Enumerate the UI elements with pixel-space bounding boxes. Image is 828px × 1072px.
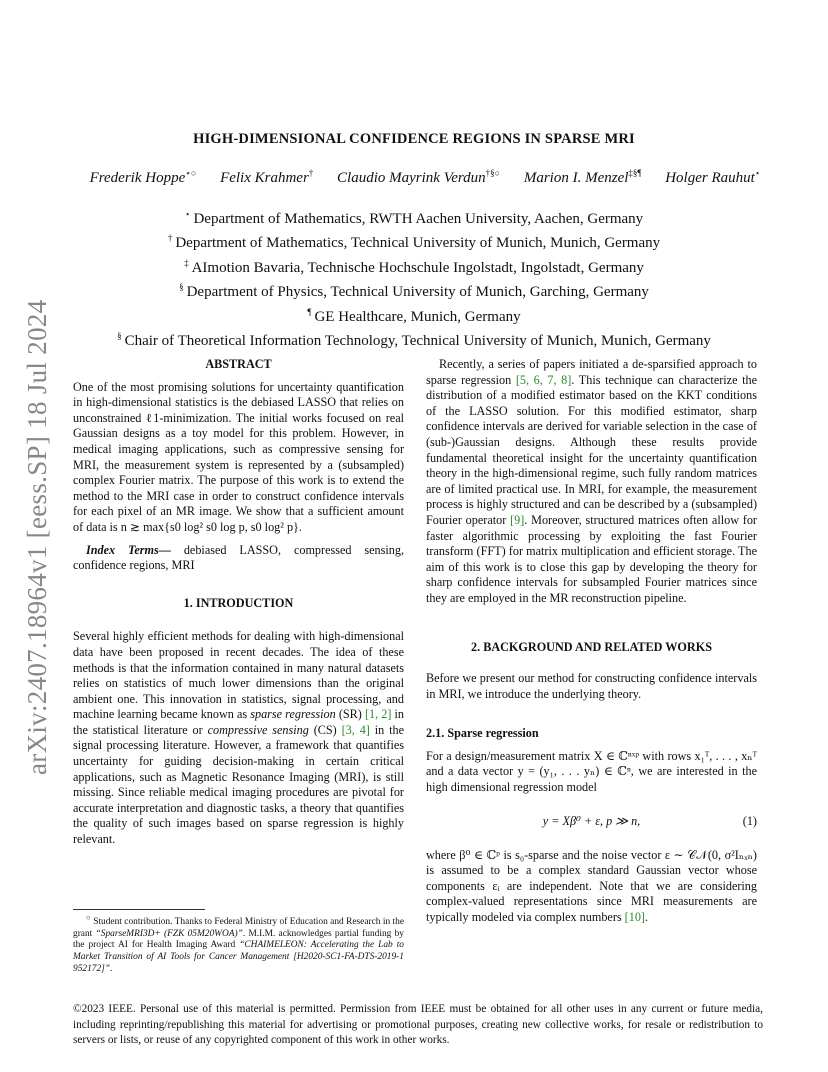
model-paragraph: For a design/measurement matrix X ∈ ℂⁿˣᵖ with rows x₁ᵀ, . . . , xₙᵀ and a data vector y = (y₁, . . . yₙ) ∈ ℂⁿ, we are interested in the high dimensional regression model xyxy=(426,748,757,795)
intro-paragraph-continued: Recently, a series of papers initiated a de-sparsified approach to sparse regression [5, 6, 7, 8]. This technique can characterize the distribution of a modified estimator based on the KKT conditions of the LASSO solution. For this modified estimator, sharp confidence intervals are derived for variable selection in the case of (sub-)Gaussian designs. Although these results provide fundamental theoretical insight for the uncertainty quantification theory in the high-dimensional regime, such fully random matrices are of limited practical use. In MRI, for example, the measurement process is highly structured and can be described by a (subsampled) Fourier operator [9]. Moreover, structured matrices often allow for faster algorithmic processing by exploiting the fast Fourier transform (FFT) for matrix multiplication and efficient storage. The aim of this work is to close this gap by developing the theory for sharp confidence intervals for subsampled Fourier matrices since they are employed in the MR reconstruction pipeline. xyxy=(426,357,758,605)
author: Holger Rauhut⋆ xyxy=(665,168,761,186)
citation-link[interactable]: [5, 6, 7, 8] xyxy=(515,372,572,387)
affiliation-list xyxy=(40,205,788,351)
index-terms: Index Terms— debiased LASSO, compressed sensing, confidence regions, MRI xyxy=(73,542,404,573)
citation-link[interactable]: [3, 4] xyxy=(341,722,370,737)
paper-title: HIGH-DIMENSIONAL CONFIDENCE REGIONS IN SPARSE MRI xyxy=(193,131,635,147)
left-column xyxy=(73,357,404,848)
section2-intro: Before we present our method for constructing confidence intervals in MRI, we introduce the underlying theory. xyxy=(426,671,757,701)
author: Claudio Mayrink Verdun†§○ xyxy=(337,168,501,186)
abstract-heading: ABSTRACT xyxy=(205,357,272,371)
footnote-rule xyxy=(73,909,205,910)
section2-heading: 2. BACKGROUND AND RELATED WORKS xyxy=(471,639,712,654)
equation xyxy=(426,802,757,842)
author-list xyxy=(70,168,780,187)
author: Frederik Hoppe⋆○ xyxy=(89,168,197,186)
equation-expression: y = Xβ⁰ + ε, p ≫ n, xyxy=(542,813,641,828)
affiliation: § Department of Physics, Technical University of Munich, Garching, Germany xyxy=(179,282,649,301)
subsection-heading: 2.1. Sparse regression xyxy=(426,726,539,741)
affiliation: ⋆ Department of Mathematics, RWTH Aachen University, Aachen, Germany xyxy=(184,209,644,227)
author: Felix Krahmer† xyxy=(220,168,314,186)
affiliation: † Department of Mathematics, Technical University of Munich, Munich, Germany xyxy=(167,233,661,252)
citation-link[interactable]: [10] xyxy=(624,910,645,925)
intro-paragraph: Several highly efficient methods for dealing with high-dimensional data have been proposed in recent decades. The idea of these methods is that the information contained in many natural datasets relies on statistics of much lower dimensions than the original ambient one. This innovation in statistics, signal processing, and machine learning became known as sparse regression (SR) [1, 2] in the statistical literature or compressive sensing (CS) [3, 4] in the signal processing literature. However, a framework that quantifies uncertainty for guiding decision-making in certain critical applications, such as Magnetic Resonance Imaging (MRI), is still missing. Since reliable medical imaging procedures are pivotal for accurate interpretation and diagnostic tasks, a theory that quantifies the quality of such images based on sparse regression is highly relevant. xyxy=(73,629,404,847)
copyright-notice: ©2023 IEEE. Personal use of this material is permitted. Permission from IEEE must be obtained for all other uses in any current or future media, including reprinting/republishing this material for advertising or promotional purposes, creating new collective works, for resale or redistribution to servers or lists, or reuse of any copyrighted component of this work in other works. xyxy=(73,1003,763,1047)
right-column xyxy=(426,357,757,926)
abstract-text: One of the most promising solutions for uncertainty quantification in high-dimensional statistics is the debiased LASSO that relies on unconstrained ℓ1-minimization. The initial works focused on real Gaussian designs as a toy model for this problem. However, in medical imaging applications, such as compressive sensing for MRI, the measurement system is represented by a (subsampled) complex Fourier matrix. The purpose of this work is to extend the method to the MRI case in order to construct confidence intervals for each pixel of an MR image. We show that a sufficient amount of data is n ≳ max{s0 log² s0 log p, s0 log² p}. xyxy=(73,379,404,534)
arxiv-side-label: arXiv:2407.18964v1 [eess.SP] 18 Jul 2024 xyxy=(22,299,52,775)
citation-link[interactable]: [1, 2] xyxy=(364,707,392,722)
author: Marion I. Menzel‡§¶ xyxy=(523,168,642,186)
affiliation: ‡ AImotion Bavaria, Technische Hochschule Ingolstadt, Ingolstadt, Germany xyxy=(184,257,644,276)
noise-paragraph: where β⁰ ∈ ℂᵖ is s₀-sparse and the noise vector ε ∼ 𝒞𝒩(0, σ²Iₙₓₙ) is assumed to be a complex standard Gaussian vector whose components εᵢ are independent. Note that we are considering complex-valued representations since MRI measurements are typically modeled via complex numbers [10]. xyxy=(426,847,757,925)
citation-link[interactable]: [9] xyxy=(510,512,525,527)
intro-heading: 1. INTRODUCTION xyxy=(183,595,294,610)
equation-number: (1) xyxy=(742,813,757,828)
affiliation: § Chair of Theoretical Information Technology, Technical University of Munich, Munich, Germany xyxy=(117,331,711,350)
affiliation: ¶ GE Healthcare, Munich, Germany xyxy=(307,306,521,325)
footnote: ○ Student contribution. Thanks to Federal Ministry of Education and Research in the grant “SparseMRI3D+ (FZK 05M20WOA)”. M.I.M. acknowledges partial funding by the project AI for Health Imaging Award “CHAIMELEON: Accelerating the Lab to Market Transition of AI Tools for Cancer Management [H2020-SC1-FA-DTS-2019-1 952172]”. xyxy=(73,913,404,974)
